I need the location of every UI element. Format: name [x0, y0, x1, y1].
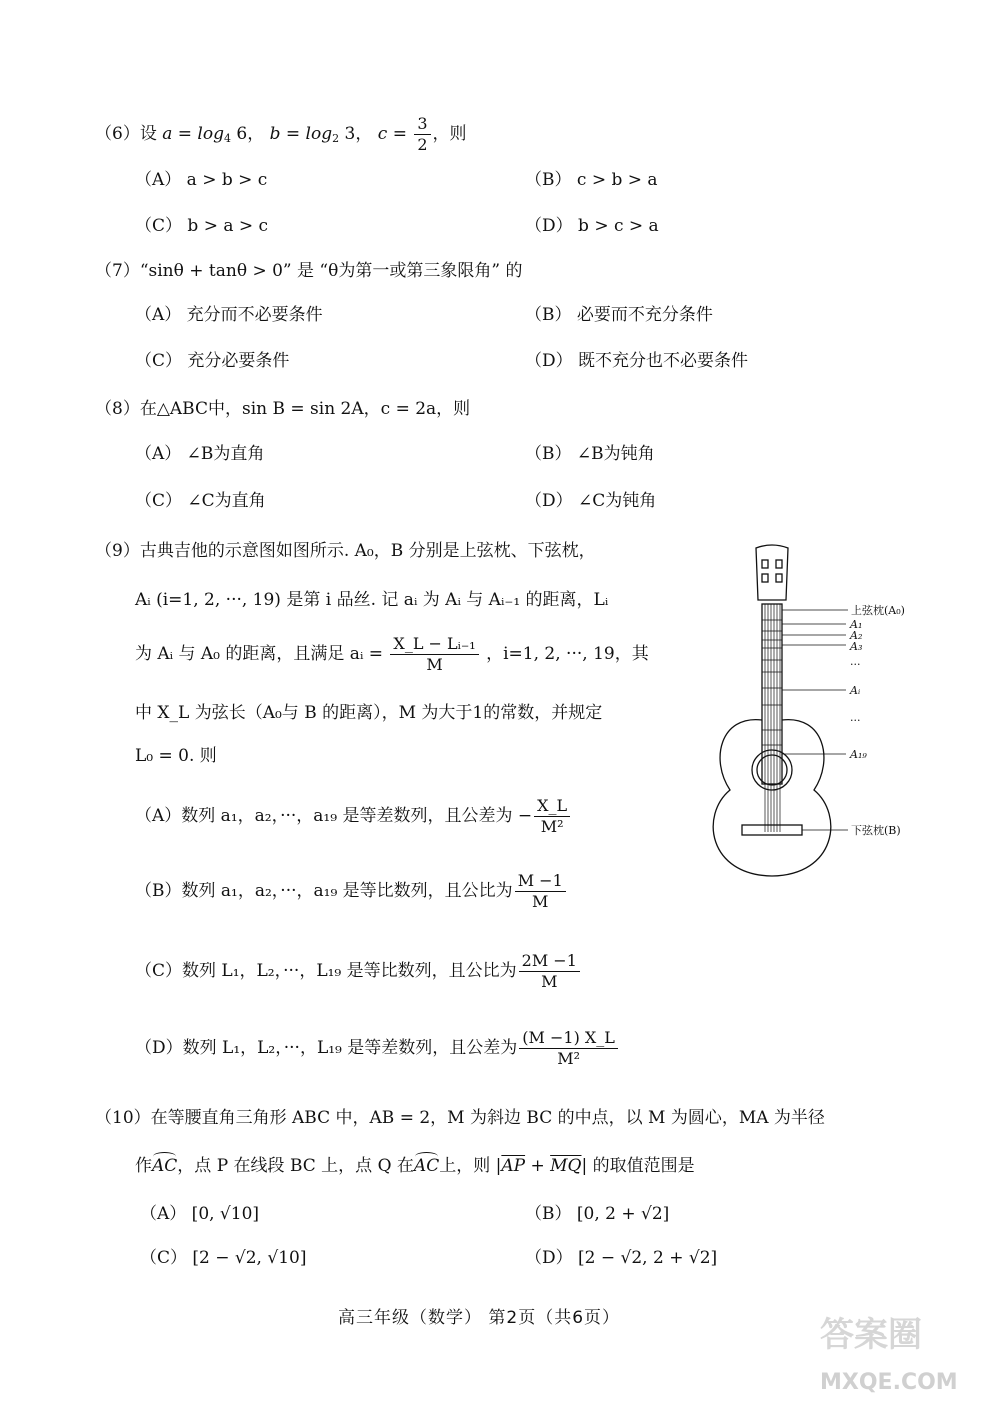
q9-option-d: （D）数列 L₁，L₂，···，L₁₉ 是等差数列，且公差为 $\frac{(M -1) X\_L}{\text{M²}}$ [135, 1030, 620, 1067]
q7-option-b: （B） 必要而不充分条件 [525, 305, 713, 325]
q10-option-d: （D） [2 − √2, 2 + √2] [525, 1248, 718, 1268]
q6-option-b: （B） c > b > a [525, 170, 658, 190]
q6-option-c: （C） b > a > c [135, 216, 269, 236]
q9-line-2: Aᵢ (i=1, 2, ···, 19) 是第 i 品丝. 记 aᵢ 为 Aᵢ 与 Aᵢ₋₁ 的距离，Lᵢ [135, 590, 609, 610]
q8-option-c: （C） ∠C为直角 [135, 491, 266, 511]
q9-option-b: （B）数列 a₁，a₂，···，a₁₉ 是等比数列，且公比为 $\frac{M -1}{M}$ [135, 873, 568, 910]
q6-option-d: （D） b > c > a [525, 216, 659, 236]
q6-option-a: （A） a > b > c [135, 170, 268, 190]
label-dots-2: ··· [850, 714, 861, 727]
label-a1: A₁ [850, 618, 863, 631]
q10-line-1: （10）在等腰直角三角形 ABC 中，AB = 2，M 为斜边 BC 的中点，以 M 为圆心，MA 为半径 [95, 1108, 825, 1128]
q9-option-a: （A）数列 a₁，a₂，···，a₁₉ 是等差数列，且公差为 − $\frac{X\_L}{\text{M²}}$ [135, 798, 572, 835]
q9-option-c: （C）数列 L₁，L₂，···，L₁₉ 是等比数列，且公比为 $\frac{2M -1}{M}$ [135, 953, 582, 990]
q10-option-c: （C） [2 − √2, √10] [140, 1248, 307, 1268]
guitar-body [713, 720, 831, 876]
q10-option-b: （B） [0, 2 + √2] [525, 1204, 670, 1224]
watermark-url: MXQE.COM [820, 1370, 958, 1395]
q10-line-2: 作AC，点 P 在线段 BC 上，点 Q 在AC上，则 $|\overline{AP} + \overline{MQ}|$ 的取值范围是 [135, 1156, 695, 1176]
label-a2: A₂ [850, 629, 863, 642]
q8-option-a: （A） ∠B为直角 [135, 444, 265, 464]
watermark-logo: 答案圈 [820, 1315, 922, 1355]
q7-option-d: （D） 既不充分也不必要条件 [525, 351, 749, 371]
q7-option-a: （A） 充分而不必要条件 [135, 305, 323, 325]
q8-stem: （8）在△ABC中，sin B = sin 2A，c = 2a，则 [95, 399, 471, 419]
label-a3: A₃ [850, 640, 863, 653]
q9-line-1: （9）古典吉他的示意图如图所示. A₀，B 分别是上弦枕、下弦枕， [95, 541, 596, 561]
label-ai: Aᵢ [850, 684, 861, 697]
page-footer: 高三年级（数学） 第2页（共6页） [338, 1308, 621, 1328]
guitar-bridge [742, 825, 802, 835]
label-upper-nut: 上弦枕(A₀) [851, 604, 905, 617]
q8-option-d: （D） ∠C为钝角 [525, 491, 657, 511]
guitar-figure [700, 540, 960, 880]
label-lower-nut: 下弦枕(B) [851, 824, 901, 837]
q6-stem: （6）设 $a = \log_4 6$， $b = \log_2 3$， c = $\frac{3}{2}$ ，则 [95, 114, 467, 154]
label-dots-1: ··· [850, 658, 861, 671]
guitar-headstock [756, 545, 788, 600]
q7-stem: （7）“sinθ + tanθ > 0” 是 “θ为第一或第三象限角” 的 [95, 261, 523, 281]
q7-option-c: （C） 充分必要条件 [135, 351, 290, 371]
q8-option-b: （B） ∠B为钝角 [525, 444, 655, 464]
q9-line-5: L₀ = 0. 则 [135, 746, 217, 766]
label-a19: A₁₉ [850, 748, 867, 761]
q10-option-a: （A） [0, √10] [140, 1204, 260, 1224]
q9-line-3: 为 Aᵢ 与 A₀ 的距离，且满足 aᵢ = $\frac{\text{X\_L − Lᵢ₋₁}}{M}$ ，i=1, 2, ···, 19，其 [135, 634, 649, 674]
q9-line-4: 中 X_L 为弦长（A₀与 B 的距离），M 为大于1的常数，并规定 [135, 703, 603, 723]
